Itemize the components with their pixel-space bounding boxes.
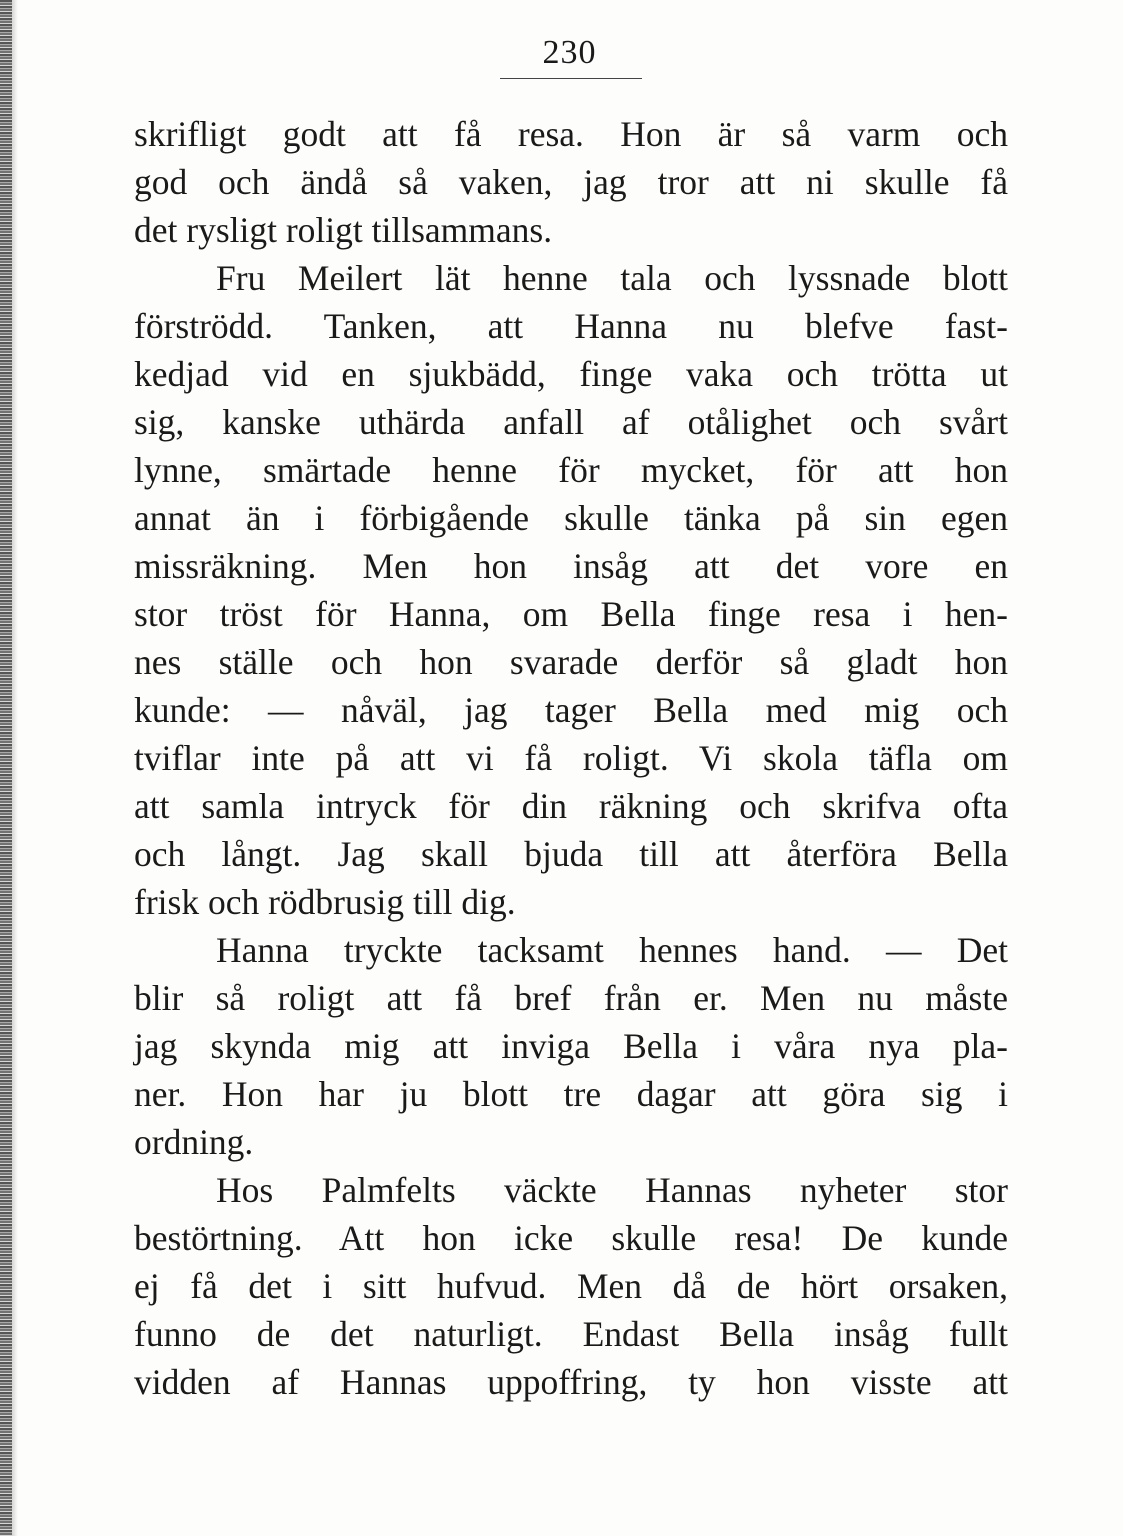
text-line: vidden af Hannas uppoffring, ty hon visste att bbox=[134, 1362, 1008, 1402]
text-line: Fru Meilert lät henne tala och lyssnade blott bbox=[216, 258, 1008, 298]
text-line: att samla intryck för din räkning och skrifva ofta bbox=[134, 786, 1008, 826]
text-line: god och ändå så vaken, jag tror att ni skulle få bbox=[134, 162, 1008, 202]
text-line: funno de det naturligt. Endast Bella insåg fullt bbox=[134, 1314, 1008, 1354]
text-line: annat än i förbigående skulle tänka på sin egen bbox=[134, 498, 1008, 538]
text-line: det rysligt roligt tillsammans. bbox=[134, 210, 553, 250]
text-line: kedjad vid en sjukbädd, finge vaka och trötta ut bbox=[134, 354, 1008, 394]
text-line: Hanna tryckte tacksamt hennes hand. — Det bbox=[216, 930, 1008, 970]
book-binding-edge bbox=[0, 0, 12, 1536]
text-line: tviflar inte på att vi få roligt. Vi skola täfla om bbox=[134, 738, 1008, 778]
text-line: lynne, smärtade henne för mycket, för att hon bbox=[134, 450, 1008, 490]
text-line: bestörtning. Att hon icke skulle resa! De kunde bbox=[134, 1218, 1008, 1258]
text-line: stor tröst för Hanna, om Bella finge resa i hen- bbox=[134, 594, 1008, 634]
text-line: frisk och rödbrusig till dig. bbox=[134, 882, 516, 922]
page-number-rule bbox=[500, 78, 642, 79]
text-line: sig, kanske uthärda anfall af otålighet och svårt bbox=[134, 402, 1008, 442]
text-line: och långt. Jag skall bjuda till att återföra Bella bbox=[134, 834, 1008, 874]
text-line: nes ställe och hon svarade derför så gladt hon bbox=[134, 642, 1008, 682]
text-line: ner. Hon har ju blott tre dagar att göra sig i bbox=[134, 1074, 1008, 1114]
page-number: 230 bbox=[542, 34, 597, 71]
text-line: Hos Palmfelts väckte Hannas nyheter stor bbox=[216, 1170, 1008, 1210]
text-line: ordning. bbox=[134, 1122, 254, 1162]
text-line: jag skynda mig att inviga Bella i våra nya pla- bbox=[134, 1026, 1008, 1066]
text-line: blir så roligt att få bref från er. Men nu måste bbox=[134, 978, 1008, 1018]
text-line: kunde: — nåväl, jag tager Bella med mig och bbox=[134, 690, 1008, 730]
text-line: ej få det i sitt hufvud. Men då de hört orsaken, bbox=[134, 1266, 1008, 1306]
body-text bbox=[134, 110, 1008, 1406]
text-line: förströdd. Tanken, att Hanna nu blefve fast- bbox=[134, 306, 1008, 346]
text-line: missräkning. Men hon insåg att det vore en bbox=[134, 546, 1008, 586]
text-line: skrifligt godt att få resa. Hon är så varm och bbox=[134, 114, 1008, 154]
